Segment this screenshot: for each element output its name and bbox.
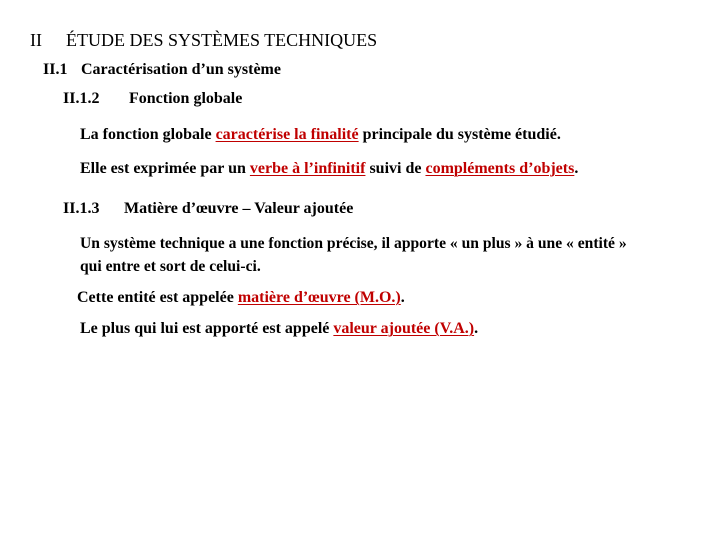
section-heading-212 [63,90,242,108]
section-213-number: II.1.3 [63,200,100,217]
heading-1 [30,30,377,51]
section-heading-213 [63,200,353,218]
para2-highlight-complements: compléments d’objets [425,160,575,177]
heading-2-title: Caractérisation d’un système [81,61,281,78]
section-213-title: Matière d’œuvre – Valeur ajoutée [124,200,354,217]
para1-text-1: La fonction globale [80,126,216,143]
para2-highlight-verbe: verbe à l’infinitif [249,160,366,177]
heading-2 [43,61,281,79]
paragraph-systeme-line-2: qui entre et sort de celui-ci. [80,258,261,275]
para5-text-2: . [474,320,479,337]
para4-highlight: matière d’œuvre (M.O.) [237,289,401,306]
section-212-title: Fonction globale [129,90,243,107]
heading-1-title: ÉTUDE DES SYSTÈMES TECHNIQUES [66,30,378,50]
paragraph-valeur-ajoutee [80,320,478,338]
para2-text-2: suivi de [365,160,426,177]
para1-highlight: caractérise la finalité [215,126,359,143]
para2-text-3: . [574,160,579,177]
para5-highlight: valeur ajoutée (V.A.) [333,320,475,337]
para1-text-2: principale du système étudié. [358,126,561,143]
paragraph-expression [80,160,578,178]
para4-text-2: . [400,289,405,306]
heading-2-number: II.1 [43,61,68,78]
para5-text-1: Le plus qui lui est apporté est appelé [80,320,334,337]
section-212-number: II.1.2 [63,90,100,107]
paragraph-fonction-globale [80,126,561,144]
para2-text-1: Elle est exprimée par un [80,160,250,177]
para4-text-1: Cette entité est appelée [77,289,238,306]
heading-1-number: II [30,30,42,50]
paragraph-matiere-oeuvre [77,289,405,307]
paragraph-systeme-line-1: Un système technique a une fonction précise, il apporte « un plus » à une « entité » [80,235,627,252]
